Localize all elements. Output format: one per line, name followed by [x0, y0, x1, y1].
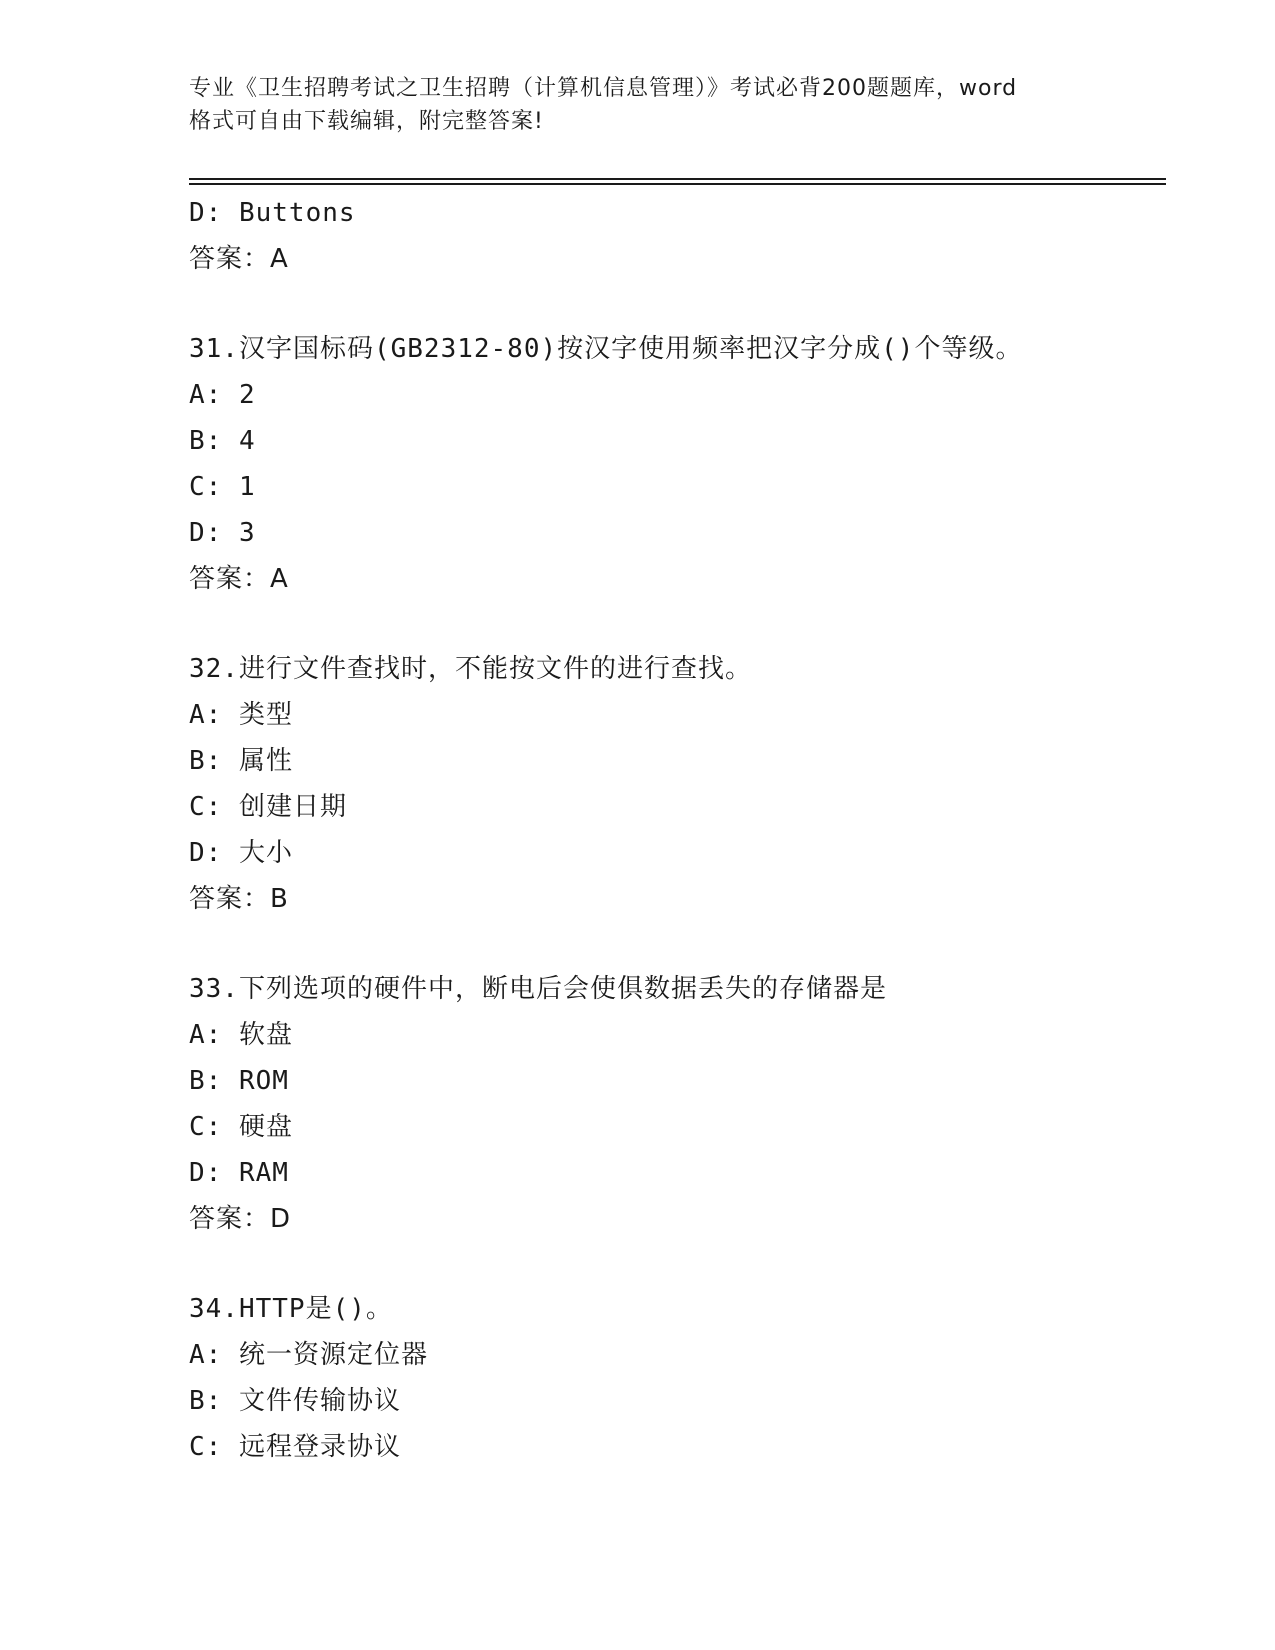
question-stem: 31.汉字国标码(GB2312-80)按汉字使用频率把汉字分成()个等级。: [189, 334, 1023, 364]
question-33: [189, 966, 1139, 1242]
option-c: C: 硬盘: [189, 1112, 293, 1142]
header-title-line-2: 格式可自由下载编辑，附完整答案!: [189, 109, 544, 134]
header-title-line-1: 专业《卫生招聘考试之卫生招聘（计算机信息管理）》考试必背200题题库，word: [189, 76, 1018, 101]
option-d: D: 大小: [189, 838, 293, 868]
spacer: [189, 922, 1139, 966]
header-rule-bottom: [189, 183, 1166, 185]
option-d: D: RAM: [189, 1158, 289, 1188]
header-rule-top: [189, 178, 1166, 180]
spacer: [189, 1242, 1139, 1286]
option-a: A: 2: [189, 380, 256, 410]
option-a: A: 统一资源定位器: [189, 1340, 428, 1370]
question-32: [189, 646, 1139, 922]
question-stem: 32.进行文件查找时，不能按文件的进行查找。: [189, 654, 752, 684]
question-stem: 34.HTTP是()。: [189, 1294, 393, 1324]
option-c: C: 创建日期: [189, 792, 347, 822]
option-b: B: 属性: [189, 746, 293, 776]
option-d: D: Buttons: [189, 198, 356, 228]
document-header: [189, 72, 1089, 138]
option-b: B: 4: [189, 426, 256, 456]
option-a: A: 类型: [189, 700, 293, 730]
question-34: [189, 1286, 1139, 1470]
question-stem: 33.下列选项的硬件中，断电后会使俱数据丢失的存储器是: [189, 974, 887, 1004]
option-b: B: 文件传输协议: [189, 1386, 401, 1416]
spacer: [189, 282, 1139, 326]
option-b: B: ROM: [189, 1066, 289, 1096]
option-c: C: 远程登录协议: [189, 1432, 401, 1462]
option-a: A: 软盘: [189, 1020, 293, 1050]
answer-line: 答案：D: [189, 1204, 292, 1234]
option-d: D: 3: [189, 518, 256, 548]
previous-question-tail: [189, 190, 1139, 282]
answer-line: 答案：B: [189, 884, 289, 914]
question-31: [189, 326, 1139, 602]
answer-line: 答案：A: [189, 564, 289, 594]
option-c: C: 1: [189, 472, 256, 502]
question-list: [189, 190, 1139, 1470]
spacer: [189, 602, 1139, 646]
answer-line: 答案：A: [189, 244, 289, 274]
